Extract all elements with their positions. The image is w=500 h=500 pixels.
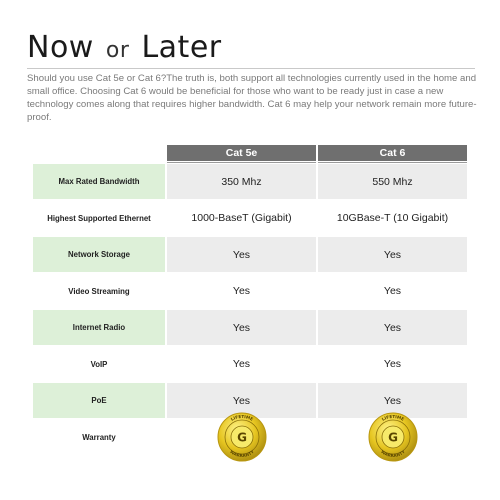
- row-label: Highest Supported Ethernet: [47, 213, 151, 223]
- page-title: [27, 30, 222, 65]
- svg-text:LIFETIME: LIFETIME: [380, 413, 405, 422]
- row-label: PoE: [33, 383, 165, 418]
- svg-text:G: G: [387, 430, 398, 445]
- row-label: Network Storage: [33, 237, 165, 272]
- title-now: Now: [27, 30, 94, 65]
- cell-cat6: Yes: [318, 237, 467, 272]
- column-header-underline: [318, 162, 467, 163]
- cell-cat5e: Yes: [232, 358, 251, 370]
- cell-cat5e: Yes: [232, 285, 251, 297]
- cell-cat5e: 1000-BaseT (Gigabit): [191, 212, 292, 224]
- table-row: [33, 347, 467, 382]
- warranty-seal-icon: [368, 412, 418, 462]
- title-later: Later: [141, 30, 222, 65]
- cell-cat6: Yes: [383, 358, 402, 370]
- cell-cat5e: Yes: [167, 310, 316, 345]
- intro-paragraph: Should you use Cat 5e or Cat 6?The truth is, both support all technologies currently used in the home and small office. Choosing Cat 6 would be beneficial for those who want to be ready just in case a new technology comes along that requires higher bandwidth. Cat 6 may help your network remain more future-proof.: [27, 73, 477, 123]
- table-row: [33, 237, 467, 272]
- row-label: Max Rated Bandwidth: [33, 164, 165, 199]
- cell-cat6: [318, 413, 467, 459]
- title-or: or: [105, 38, 130, 63]
- table-row: [33, 164, 467, 199]
- svg-text:LIFETIME: LIFETIME: [229, 413, 254, 422]
- cell-cat5e: 350 Mhz: [167, 164, 316, 199]
- cell-cat6: 10GBase-T (10 Gigabit): [336, 212, 449, 224]
- row-label: VoIP: [90, 359, 108, 369]
- svg-text:G: G: [236, 430, 247, 445]
- cell-cat6: Yes: [318, 383, 467, 418]
- cell-cat5e: Yes: [167, 383, 316, 418]
- warranty-seal-icon: [217, 412, 267, 462]
- column-header-cat6: Cat 6: [318, 145, 467, 161]
- row-label: Internet Radio: [33, 310, 165, 345]
- table-row: [33, 201, 467, 236]
- column-header-underline: [167, 162, 316, 163]
- table-row: [33, 413, 467, 459]
- title-divider: [27, 68, 475, 69]
- table-row: [33, 310, 467, 345]
- cell-cat6: Yes: [318, 310, 467, 345]
- svg-text:WARRANTY: WARRANTY: [379, 449, 406, 459]
- row-label: Video Streaming: [68, 286, 130, 296]
- column-header-cat5e: Cat 5e: [167, 145, 316, 161]
- cell-cat6: Yes: [383, 285, 402, 297]
- cell-cat6: 550 Mhz: [318, 164, 467, 199]
- svg-text:WARRANTY: WARRANTY: [228, 449, 255, 459]
- cell-cat5e: Yes: [167, 237, 316, 272]
- row-label: Warranty: [82, 432, 116, 442]
- cell-cat5e: [167, 413, 316, 459]
- table-row: [33, 274, 467, 309]
